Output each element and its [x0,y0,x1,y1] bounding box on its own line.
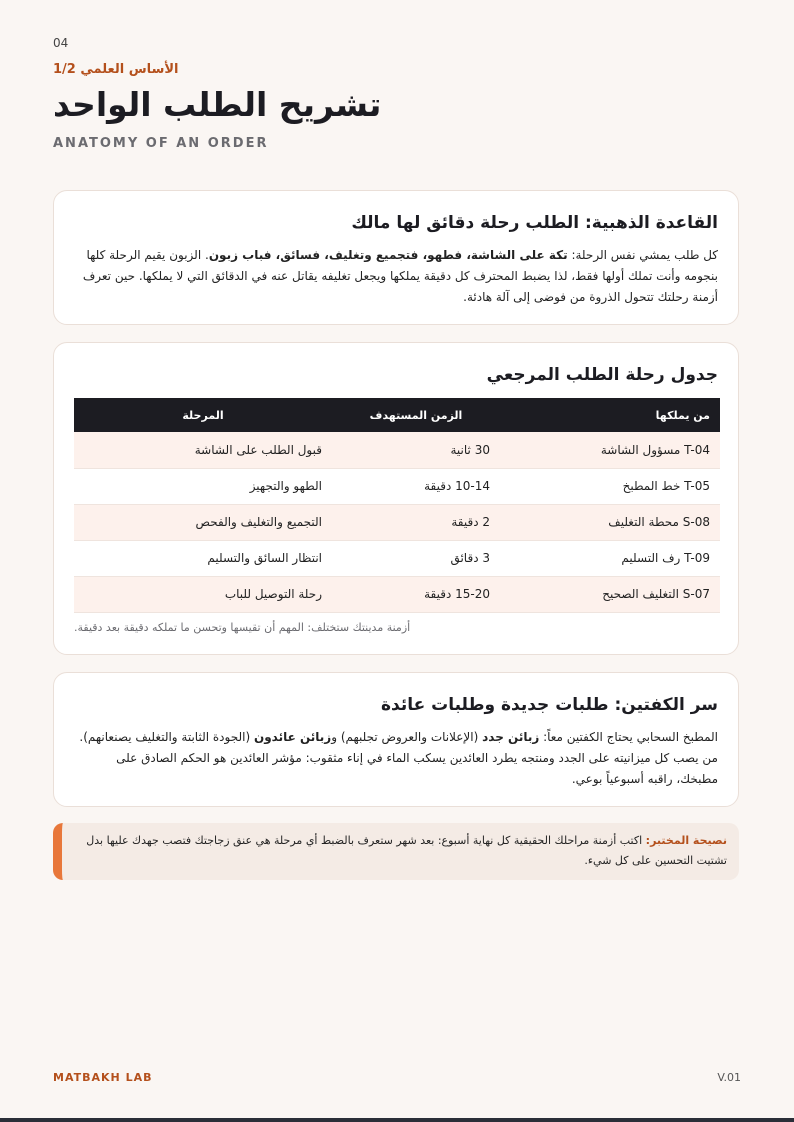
bottom-bar [0,1118,794,1122]
table-header-row [74,398,720,432]
table-row [74,540,720,576]
table-row [74,504,720,540]
page-subtitle: ANATOMY OF AN ORDER [53,136,269,151]
lab-tip-callout [53,823,739,880]
time-cell: 30 ثانية [450,442,490,457]
table-row [74,468,720,504]
golden-rule-text-b: . الزبون يقيم الرحلة كلها بنجومه وأنت تملك أولها فقط، لذا يضبط المحترف كل دقيقة يملكها ويجعل تغليفه يقاتل عنه في الدقائق التي لا يملكها. حين تعرف أزمنة رحلتك تتحول الذروة من فوضى إلى آلة هادئة. [82,248,718,304]
tip-text: اكتب أزمنة مراحلك الحقيقية كل نهاية أسبوع: بعد شهر ستعرف بالضبط أي مرحلة هي عنق زجاجتك فتصب جهدك عليها بدل تشتيت التحسين على كل شيء. [86,834,727,867]
stage-cell: التجميع والتغليف والفحص [195,515,322,529]
page-title: تشريح الطلب الواحد [53,85,382,124]
col-header-stage: المرحلة [182,408,224,422]
new-customers-label: زبائن جدد [482,730,540,744]
owner-cell: T-05 خط المطبخ [622,479,710,493]
time-cell: 2 دقيقة [451,515,490,529]
secret-text-b: (الإعلانات والعروض تجلبهم) و [331,730,483,744]
golden-rule-stages: تكة على الشاشة، فطهو، فتجميع وتغليف، فسائق، فباب زبون [208,248,568,262]
secret-text [74,727,718,790]
secret-heading: سر الكفتين: طلبات جديدة وطلبات عائدة [380,695,718,715]
golden-rule-card [53,190,739,325]
table-row [74,432,720,468]
owner-cell: T-04 مسؤول الشاشة [600,442,710,457]
owner-cell: S-08 محطة التغليف [608,515,710,529]
secret-card [53,672,739,807]
journey-table-heading: جدول رحلة الطلب المرجعي [486,365,718,385]
journey-table [74,398,720,613]
time-cell: 10-14 دقيقة [424,479,490,493]
journey-table-card [53,342,739,655]
secret-text-c: (الجودة الثابتة والتغليف يصنعانهم). من يصب كل ميزانيته على الجدد ومنتجه يطرد العائدين يسكب الماء في إناء مثقوب: مؤشر العائدين هو الحكم الصادق على مطبخك، راقبه أسبوعياً بوعي. [79,730,718,786]
table-note: أزمنة مدينتك ستختلف: المهم أن تقيسها وتحسن ما تملكه دقيقة بعد دقيقة. [74,621,411,634]
stage-cell: قبول الطلب على الشاشة [194,442,322,457]
golden-rule-heading: القاعدة الذهبية: الطلب رحلة دقائق لها مالك [351,213,718,233]
golden-rule-text [74,245,718,308]
footer-brand: MATBAKH LAB [53,1071,153,1084]
stage-cell: رحلة التوصيل للباب [224,587,322,601]
secret-text-a: المطبخ السحابي يحتاج الكفتين معاً: [539,730,718,744]
time-cell: 15-20 دقيقة [424,587,490,601]
stage-cell: انتظار السائق والتسليم [207,551,322,565]
time-cell: 3 دقائق [450,551,490,565]
table-row [74,576,720,612]
page-number: 04 [53,36,69,50]
returning-customers-label: زبائن عائدون [253,730,332,744]
owner-cell: S-07 التغليف الصحيح [602,587,710,601]
col-header-time: الزمن المستهدف [369,408,463,422]
tip-label: نصيحة المختبر: [645,834,727,847]
section-kicker: الأساس العلمي 1/2 [53,62,179,77]
col-header-owner: من يملكها [655,408,710,422]
stage-cell: الطهو والتجهيز [249,479,322,493]
owner-cell: T-09 رف التسليم [621,551,710,565]
golden-rule-text-a: كل طلب يمشي نفس الرحلة: [567,248,718,262]
footer-version: V.01 [717,1071,741,1084]
